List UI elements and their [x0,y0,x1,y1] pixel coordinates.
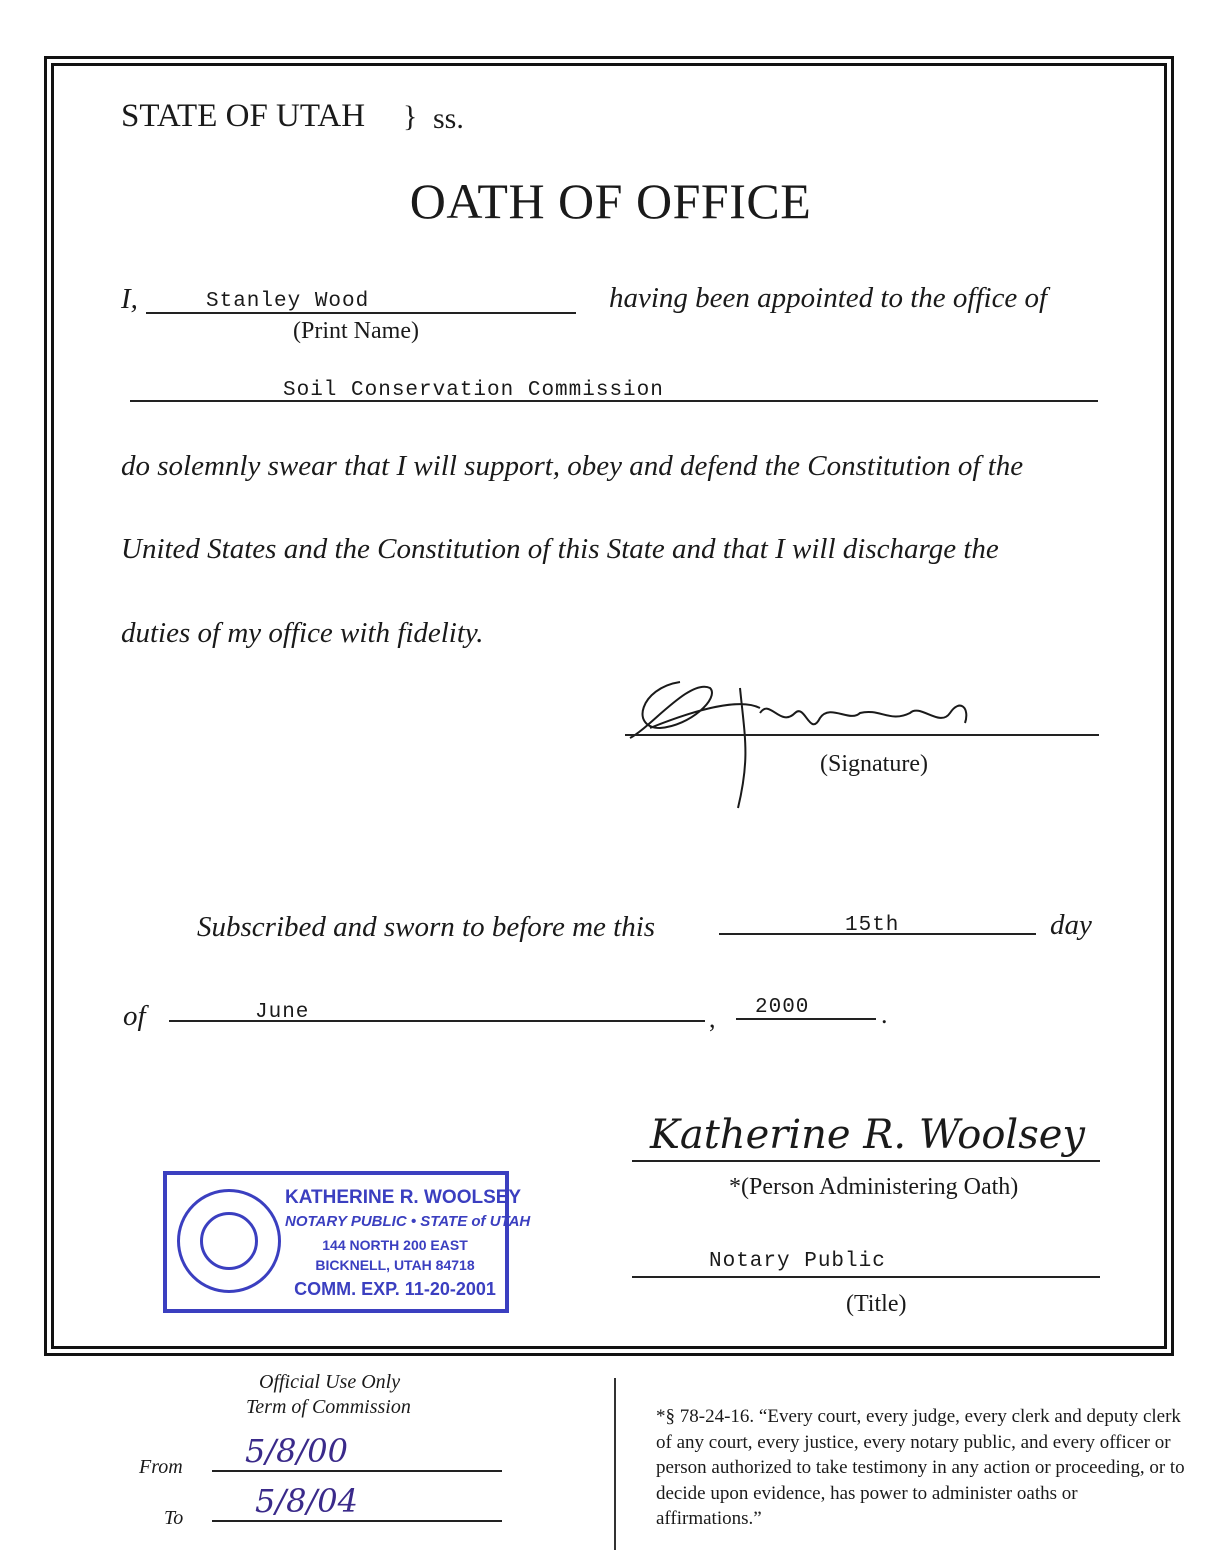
administrator-line [632,1160,1100,1162]
to-line [212,1520,502,1522]
month-line [169,1020,705,1022]
title-value: Notary Public [709,1250,886,1273]
from-value: 5/8/00 [245,1432,348,1470]
oath-prefix: I, [121,283,138,315]
to-label: To [164,1507,184,1529]
month-value: June [255,1001,310,1024]
print-name-label: (Print Name) [293,318,419,344]
signature-label: (Signature) [820,751,928,777]
officer-signature [620,668,1000,813]
day-value: 15th [845,914,900,937]
subscribed-text: Subscribed and sworn to before me this [197,911,656,943]
stamp-expiry: COMM. EXP. 11-20-2001 [294,1279,496,1299]
document-title: OATH OF OFFICE [409,173,812,229]
month-comma: , [709,1004,716,1033]
year-value: 2000 [755,996,810,1019]
day-word: day [1050,909,1092,941]
title-line [632,1276,1100,1278]
state-brace: } [403,100,418,133]
administrator-signature: Katherine R. Woolsey [650,1112,1085,1158]
administrator-label: *(Person Administering Oath) [729,1174,1019,1200]
of-word: of [123,1000,146,1032]
office-value: Soil Conservation Commission [283,379,664,402]
stamp-address-2: BICKNELL, UTAH 84718 [315,1257,475,1273]
print-name-value: Stanley Wood [206,290,370,313]
state-heading: STATE OF UTAH [121,98,366,134]
oath-line-1: do solemnly swear that I will support, obey and defend the Constitution of the [121,450,1024,482]
oath-line-2: United States and the Constitution of this State and that I will discharge the [121,533,999,565]
appointed-text: having been appointed to the office of [609,282,1048,314]
statute-note: *§ 78-24-16. “Every court, every judge, every clerk and deputy clerk of any court, every justice, every notary public, and every officer or person authorized to take testimony in any action or proceeding, or to decide upon evidence, has power to administer oaths or affirmations.” [656,1406,1185,1529]
from-label: From [139,1456,183,1478]
title-label: (Title) [846,1291,907,1317]
oath-line-3: duties of my office with fidelity. [121,617,484,649]
state-seal-icon [177,1189,281,1293]
footer-divider [614,1378,616,1550]
signature-line [625,734,1099,736]
from-line [212,1470,502,1472]
stamp-title: NOTARY PUBLIC • STATE of UTAH [285,1213,531,1230]
stamp-address-1: 144 NORTH 200 EAST [322,1237,468,1253]
term-heading: Term of Commission [246,1396,411,1418]
year-period: . [881,1000,888,1029]
official-use-heading: Official Use Only [259,1371,401,1393]
ss-abbrev: ss. [433,102,464,135]
notary-stamp [163,1171,531,1313]
stamp-name: KATHERINE R. WOOLSEY [285,1187,522,1208]
to-value: 5/8/04 [255,1482,358,1520]
